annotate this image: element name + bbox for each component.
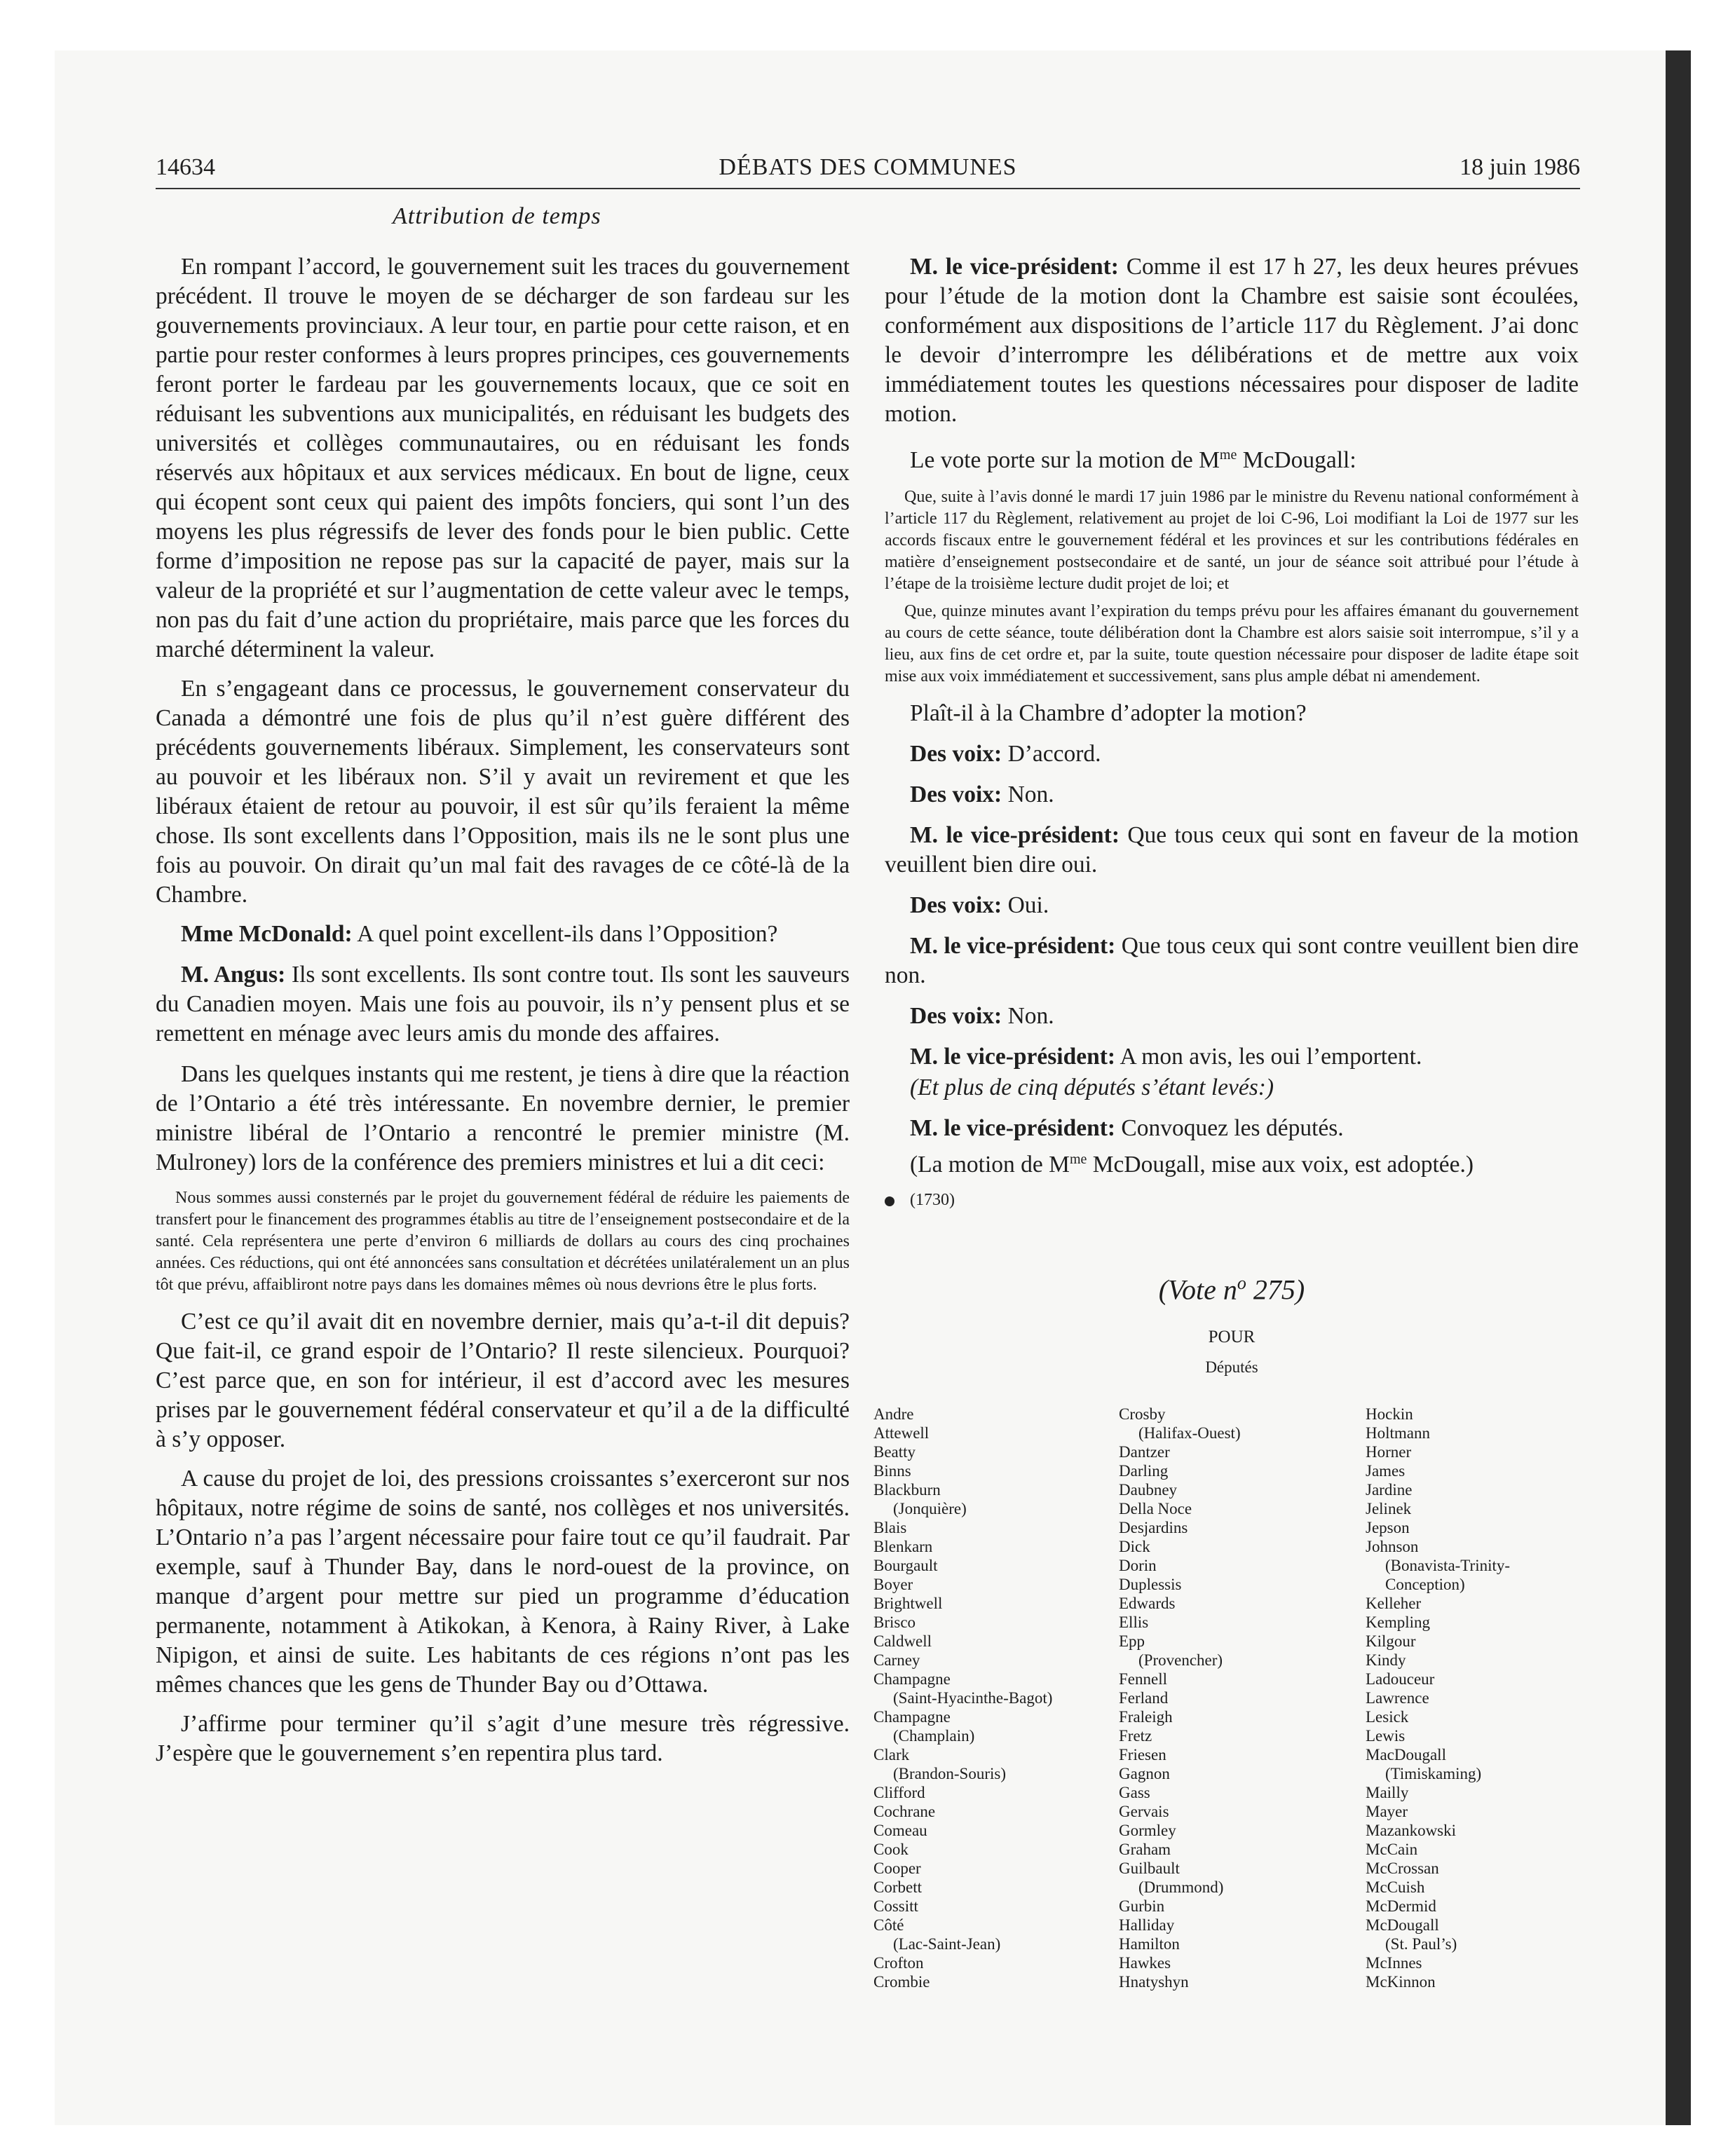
speech bbox=[156, 920, 850, 949]
left-column bbox=[156, 252, 850, 1778]
paragraph: Le vote porte sur la motion de $M^{me}$ McDougall: bbox=[910, 447, 1356, 474]
member-name: Desjardins bbox=[1119, 1519, 1188, 1536]
member-name: Darling bbox=[1119, 1462, 1169, 1480]
member-name: McInnes bbox=[1366, 1954, 1422, 1972]
member-name: Epp bbox=[1119, 1632, 1145, 1650]
superscript: me bbox=[1069, 1152, 1087, 1168]
speaker: M. le vice-président: bbox=[910, 822, 1120, 849]
member-name: Kilgour bbox=[1366, 1632, 1416, 1650]
paragraph: C’est ce qu’il avait dit en novembre dernier, mais qu’a-t-il dit depuis? Que fait-il, ce grand espoir de l’Ontario? Il reste silencieux. Pourquoi? C’est parce que, en son for intérieur, il est d’accord avec les mesures prises par le gouvernement fédéral conservateur et qu’il a de la difficulté à s’y opposer. bbox=[156, 1309, 850, 1452]
paragraph: A cause du projet de loi, des pressions croissantes s’exerceront sur nos hôpitaux, notre régime de soins de santé, nos collèges et nos universités. L’Ontario n’a pas l’argent nécessaire pour faire tout ce qu’il faudrait. Par exemple, sauf à Thunder Bay, dans le nord-ouest de la province, on manque d’argent pour mettre sur pied un programme d’éducation permanente, notamment à Atikokan, à Kenora, à Rainy River, à Lake Nipigon, et ainsi de suite. Les habitants de ces régions n’ont pas les mêmes chances que les gens de Thunder Bay ou d’Ottawa. bbox=[156, 1466, 850, 1698]
member-name: Lawrence bbox=[1366, 1689, 1429, 1707]
member-name: (Saint-Hyacinthe-Bagot) bbox=[893, 1689, 1053, 1707]
member-name: (St. Paul’s) bbox=[1385, 1935, 1457, 1953]
names-column-1 bbox=[873, 1405, 1052, 1991]
block-quote bbox=[156, 1187, 850, 1296]
quote-text: Que, suite à l’avis donné le mardi 17 juin 1986 par le ministre du Revenu national conformément à l’article 117 du Règlement, relativement au projet de loi C-96, Loi modifiant la Loi de 1977 sur les accords fiscaux entre le gouvernement fédéral et les provinces et sur les contributions fédérales en matière d’enseignement postsecondaire et de santé, un jour de séance soit attribué pour l’étude à l’étape de la troisième lecture dudit projet de loi; et bbox=[885, 488, 1579, 594]
member-name: Ferland bbox=[1119, 1689, 1169, 1707]
member-name: McDougall bbox=[1366, 1916, 1439, 1934]
member-name: Binns bbox=[873, 1462, 911, 1480]
speech: Des voix: D’accord. bbox=[910, 741, 1101, 767]
member-name: Friesen bbox=[1119, 1746, 1166, 1763]
member-name: Crosby bbox=[1119, 1405, 1166, 1423]
member-name: Boyer bbox=[873, 1576, 913, 1593]
speaker: Des voix: bbox=[910, 892, 1002, 919]
speaker: M. le vice-président: bbox=[910, 1044, 1116, 1070]
motion-quote bbox=[885, 486, 1579, 688]
paragraph: J’affirme pour terminer qu’il s’agit d’une mesure très régressive. J’espère que le gouvernement s’en repentira plus tard. bbox=[156, 1711, 850, 1766]
member-name: Fretz bbox=[1119, 1727, 1152, 1745]
speech bbox=[885, 252, 1579, 429]
speech: Des voix: Non. bbox=[910, 782, 1054, 808]
speech-text: Comme il est 17 h 27, les deux heures prévues pour l’étude de la motion dont la Chambre est saisie sont écoulées, conformément aux dispositions de l’article 117 du Règlement. J’ai donc le devoir d’interrompre les délibérations et de mettre aux voix immédiatement toutes les questions nécessaires pour disposer de ladite motion. bbox=[885, 254, 1579, 427]
member-name: Della Noce bbox=[1119, 1500, 1192, 1517]
member-name: Bourgault bbox=[873, 1557, 938, 1574]
speech-text: A quel point excellent-ils dans l’Opposition? bbox=[352, 921, 778, 947]
member-name: Caldwell bbox=[873, 1632, 932, 1650]
member-name: Daubney bbox=[1119, 1481, 1178, 1499]
quote-text: Nous sommes aussi consternés par le projet du gouvernement fédéral de réduire les paiements de transfert pour le financement des programmes établis au titre de l’enseignement postsecondaire et de la santé. Cela représentera une perte d’environ 6 milliards de dollars au cours des cinq prochaines années. Ces réductions, qui ont été annoncées sans consultation et décrétées unilatéralement un an plus tôt que prévu, affaibliront notre pays dans les domaines mêmes où nous devrions être le plus forts. bbox=[156, 1189, 850, 1294]
member-name: James bbox=[1366, 1462, 1406, 1480]
names-column-3 bbox=[1366, 1405, 1510, 1991]
member-name: Hnatyshyn bbox=[1119, 1973, 1189, 1991]
member-name: Crombie bbox=[873, 1973, 930, 1991]
stage-direction: (La motion de $M^{me}$ McDougall, mise aux voix, est adoptée.) bbox=[910, 1152, 1474, 1178]
member-name: Halliday bbox=[1119, 1916, 1175, 1934]
member-name: Lesick bbox=[1366, 1708, 1409, 1726]
member-name: Brisco bbox=[873, 1613, 916, 1631]
member-name: Johnson bbox=[1366, 1538, 1419, 1555]
member-name: (Lac-Saint-Jean) bbox=[893, 1935, 1001, 1953]
member-name: Blackburn bbox=[873, 1481, 941, 1499]
vote-title: (Vote $n^o$ 275) bbox=[1158, 1273, 1305, 1306]
speaker: Des voix: bbox=[910, 1003, 1002, 1030]
member-name: Beatty bbox=[873, 1443, 916, 1461]
member-name: Hawkes bbox=[1119, 1954, 1171, 1972]
member-name: Comeau bbox=[873, 1822, 927, 1839]
speaker: M. le vice-président: bbox=[910, 1115, 1116, 1142]
member-name: Clark bbox=[873, 1746, 910, 1763]
member-name: McCrossan bbox=[1366, 1860, 1439, 1877]
speaker: M. le vice-président: bbox=[910, 933, 1116, 960]
member-name: Mazankowski bbox=[1366, 1822, 1457, 1839]
speaker: M. le vice-président: bbox=[910, 254, 1119, 280]
member-name: Gagnon bbox=[1119, 1765, 1170, 1782]
member-name: Andre bbox=[873, 1405, 914, 1423]
names-column-2 bbox=[1119, 1405, 1241, 1991]
page-number: 14634 bbox=[156, 154, 215, 180]
member-name: McDermid bbox=[1366, 1897, 1436, 1915]
member-name: Kelleher bbox=[1366, 1595, 1422, 1612]
vote-deputes-heading: Députés bbox=[1205, 1358, 1258, 1376]
header-rule bbox=[156, 188, 1580, 189]
member-name: Cook bbox=[873, 1841, 909, 1858]
member-name: Graham bbox=[1119, 1841, 1171, 1858]
member-name: Champagne bbox=[873, 1670, 951, 1688]
member-name: McCain bbox=[1366, 1841, 1418, 1858]
member-name: Edwards bbox=[1119, 1595, 1176, 1612]
member-name: (Bonavista-Trinity- bbox=[1385, 1557, 1511, 1574]
bullet-icon bbox=[885, 1196, 894, 1206]
member-name: Jardine bbox=[1366, 1481, 1413, 1499]
paragraph: En s’engageant dans ce processus, le gouvernement conservateur du Canada a démontré une fois de plus qu’il n’est guère différent des précédents gouvernements libéraux. Simplement, les conservateurs sont au pouvoir et les libéraux non. S’il y avait un revirement et que les libéraux étaient de retour au pouvoir, il est sûr qu’ils feraient la même chose. Ils sont excellents dans l’Opposition, mais ils ne le sont plus une fois au pouvoir. On dirait qu’un mal fait des ravages de ce côté-là de la Chambre. bbox=[156, 676, 850, 908]
member-name: Fraleigh bbox=[1119, 1708, 1173, 1726]
member-name: Jepson bbox=[1366, 1519, 1410, 1536]
speech: M. le vice-président: A mon avis, les oui l’emportent. bbox=[910, 1044, 1422, 1070]
member-name: Gass bbox=[1119, 1784, 1150, 1801]
speech: Des voix: Non. bbox=[910, 1003, 1054, 1030]
time-marker: (1730) bbox=[885, 1191, 1579, 1210]
member-name: Cooper bbox=[873, 1860, 921, 1877]
member-name: Jelinek bbox=[1366, 1500, 1412, 1517]
member-name: Ellis bbox=[1119, 1613, 1149, 1631]
member-name: (Champlain) bbox=[893, 1727, 975, 1745]
member-name: Cossitt bbox=[873, 1897, 918, 1915]
journal-title: DÉBATS DES COMMUNES bbox=[719, 154, 1017, 180]
member-name: Gormley bbox=[1119, 1822, 1176, 1839]
member-name: Kindy bbox=[1366, 1651, 1406, 1669]
quote-text: Que, quinze minutes avant l’expiration du temps prévu pour les affaires émanant du gouvernement au cours de cette séance, toute délibération dont la Chambre est alors saisie soit interrompue, s’il y a lieu, aux fins de cet ordre et, par la suite, toute question nécessaire pour disposer de ladite étape soit mise aux voix immédiatement et successivement, sans plus ample débat ni amendement. bbox=[885, 602, 1579, 686]
member-name: Hockin bbox=[1366, 1405, 1413, 1423]
superscript: me bbox=[1219, 447, 1237, 463]
stage-direction: (Et plus de cinq députés s’étant levés:) bbox=[910, 1074, 1274, 1101]
member-name: Guilbault bbox=[1119, 1860, 1180, 1877]
member-name: Lewis bbox=[1366, 1727, 1406, 1745]
member-name: (Jonquière) bbox=[893, 1500, 967, 1517]
member-name: Hamilton bbox=[1119, 1935, 1180, 1953]
speaker: Mme McDonald: bbox=[181, 921, 353, 947]
member-name: Gurbin bbox=[1119, 1897, 1165, 1915]
member-name: (Provencher) bbox=[1138, 1651, 1223, 1669]
member-name: Horner bbox=[1366, 1443, 1412, 1461]
vote-pour-heading: POUR bbox=[1208, 1328, 1256, 1346]
paragraph: En rompant l’accord, le gouvernement suit les traces du gouvernement précédent. Il trouve le moyen de se décharger de son fardeau sur les gouvernements provinciaux. A leur tour, en partie pour cette raison, et en partie pour rester conformes à leurs propres principes, ces gouvernements feront porter le fardeau par les gouvernements locaux, que ce soit en réduisant les subventions aux municipalités, en réduisant les budgets des universités et collèges communautaires, ou en réduisant les fonds réservés aux hôpitaux et aux services médicaux. En bout de ligne, ceux qui écopent sont ceux qui paient des impôts fonciers, qui sont l’un des moyens les plus régressifs de lever des fonds pour le bien public. Cette forme d’imposition ne repose pas sur la capacité de payer, mais sur la valeur de la propriété et sur l’augmentation de cette valeur avec le temps, non pas du fait d’une action du propriétaire, mais parce que les forces du marché déterminent la valeur. bbox=[156, 254, 850, 662]
member-name: Gervais bbox=[1119, 1803, 1169, 1820]
member-name: Mayer bbox=[1366, 1803, 1408, 1820]
page-header bbox=[156, 154, 1580, 186]
member-name: (Brandon-Souris) bbox=[893, 1765, 1006, 1782]
member-name: McCuish bbox=[1366, 1878, 1425, 1896]
member-name: Holtmann bbox=[1366, 1424, 1430, 1442]
speaker: Des voix: bbox=[910, 782, 1002, 808]
member-name: Dorin bbox=[1119, 1557, 1157, 1574]
issue-date: 18 juin 1986 bbox=[1460, 154, 1580, 180]
member-name: Kempling bbox=[1366, 1613, 1430, 1631]
member-name: Crofton bbox=[873, 1954, 924, 1972]
speech bbox=[156, 960, 850, 1049]
speech: Des voix: Oui. bbox=[910, 892, 1049, 919]
speaker: M. Angus: bbox=[181, 962, 286, 988]
member-name: Ladouceur bbox=[1366, 1670, 1435, 1688]
member-name: Dick bbox=[1119, 1538, 1150, 1555]
section-subhead: Attribution de temps bbox=[393, 203, 601, 229]
member-name: (Drummond) bbox=[1138, 1878, 1224, 1896]
member-name: McKinnon bbox=[1366, 1973, 1436, 1991]
speech-text: Ils sont excellents. Ils sont contre tout. Ils sont les sauveurs du Canadien moyen. Mais une fois au pouvoir, ils n’y pensent plus et se remettent en ménage avec leurs amis du monde des affaires. bbox=[156, 962, 850, 1046]
member-name: Attewell bbox=[873, 1424, 930, 1442]
member-name: Champagne bbox=[873, 1708, 951, 1726]
member-name: MacDougall bbox=[1366, 1746, 1446, 1763]
member-name: Dantzer bbox=[1119, 1443, 1170, 1461]
member-name: Carney bbox=[873, 1651, 920, 1669]
scan-edge bbox=[1666, 50, 1691, 2125]
right-column bbox=[885, 252, 1579, 1210]
member-name: Corbett bbox=[873, 1878, 922, 1896]
paragraph: Plaît-il à la Chambre d’adopter la motion? bbox=[910, 700, 1307, 727]
member-name: Conception) bbox=[1385, 1576, 1465, 1593]
member-name: Fennell bbox=[1119, 1670, 1167, 1688]
member-name: Brightwell bbox=[873, 1595, 943, 1612]
speaker: Des voix: bbox=[910, 741, 1002, 767]
speech: M. le vice-président: Que tous ceux qui sont contre veuillent bien dire non. bbox=[885, 933, 1579, 989]
member-name: Mailly bbox=[1366, 1784, 1409, 1801]
member-name: Blais bbox=[873, 1519, 907, 1536]
speech: M. le vice-président: Que tous ceux qui sont en faveur de la motion veuillent bien dire oui. bbox=[885, 822, 1579, 878]
member-name: (Timiskaming) bbox=[1385, 1765, 1482, 1782]
member-name: Côté bbox=[873, 1916, 904, 1934]
speech: M. le vice-président: Convoquez les députés. bbox=[910, 1115, 1344, 1142]
member-name: Duplessis bbox=[1119, 1576, 1182, 1593]
member-name: Blenkarn bbox=[873, 1538, 933, 1555]
member-name: Clifford bbox=[873, 1784, 925, 1801]
member-name: Cochrane bbox=[873, 1803, 936, 1820]
member-name: (Halifax-Ouest) bbox=[1138, 1424, 1241, 1442]
paragraph: Dans les quelques instants qui me restent, je tiens à dire que la réaction de l’Ontario a été très intéressante. En novembre dernier, le premier ministre libéral de l’Ontario a rencontré le premier ministre (M. Mulroney) lors de la conférence des premiers ministres et lui a dit ceci: bbox=[156, 1061, 850, 1175]
